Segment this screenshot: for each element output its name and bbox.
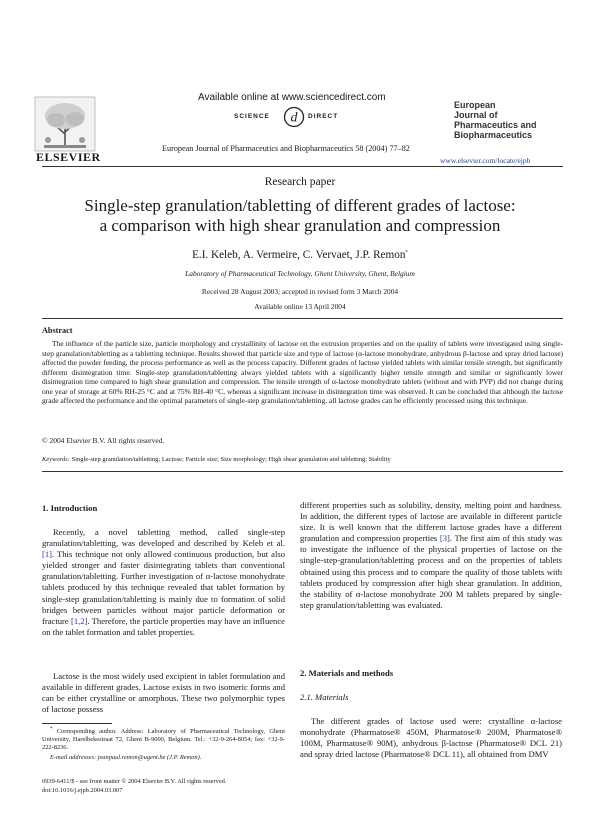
publisher-name: ELSEVIER xyxy=(36,150,101,164)
article-title xyxy=(0,196,600,235)
received-dates: Received 28 August 2003; accepted in revised form 3 March 2004 xyxy=(201,287,399,296)
journal-citation: European Journal of Pharmaceutics and Biopharmaceutics 58 (2004) 77–82 xyxy=(162,144,410,153)
sciencedirect-at-icon xyxy=(282,106,306,128)
sciencedirect-right-word: DIRECT xyxy=(308,113,339,120)
online-date: Available online 13 April 2004 xyxy=(254,302,346,311)
journal-title-line: Pharmaceutics and xyxy=(454,120,537,130)
journal-title-line: Biopharmaceutics xyxy=(454,130,533,140)
reference-link[interactable]: [1,2] xyxy=(70,615,88,626)
reference-link[interactable]: [1] xyxy=(42,549,53,560)
methods-heading: 2. Materials and methods xyxy=(300,668,394,678)
reference-link[interactable]: [3] xyxy=(439,533,450,544)
header-divider xyxy=(42,166,563,167)
article-type: Research paper xyxy=(264,176,336,188)
svg-text:d: d xyxy=(290,110,298,126)
abstract-copyright: © 2004 Elsevier B.V. All rights reserved. xyxy=(42,436,165,445)
intro-text: . This technique not only allowed continuous production, but also yielded stronger and faster disintegrating tablets than conventional granulation/tabletting. Further investigation of α-lactose monohydrate tablets produced by this technique revealed that tablet formation by single-step granulation/tabletting is mainly due to formation of solid bridges between particles without major particle deformation or fracture xyxy=(42,549,285,626)
journal-title-line: Journal of xyxy=(454,110,498,120)
introduction-heading: 1. Introduction xyxy=(42,503,98,513)
footnote-text: Corresponding author. Address: Laboratory of Pharmaceutical Technology, Ghent University, Harelbekestraat 72, Ghent B-9000, Belgium. Tel.: +32-9-264-8054; fax: +32-9-222-8236. xyxy=(42,728,285,752)
keywords-list: Single-step granulation/tabletting; Lactose; Particle size; Size morphology; High shear granulation and tabletting; Stability xyxy=(71,456,391,463)
footnote-mark: * xyxy=(50,726,53,732)
footnote-divider xyxy=(42,723,112,724)
journal-url-link[interactable]: www.elsevier.com/locate/ejpb xyxy=(440,156,531,165)
corresponding-author-footnote xyxy=(42,728,285,753)
sciencedirect-availability[interactable]: Available online at www.sciencedirect.com xyxy=(198,92,386,103)
author-list xyxy=(0,249,600,261)
abstract-body: The influence of the particle size, particle morphology and crystallinity of lactose on the extrusion properties and on the quality of tablets were investigated using single-step granulation/tabletting as a tabletting technique. Results showed that particle size and type of lactose (α-lactose monohydrate, anhydrous β-lactose and spray dried lactose) affected the powder feeding, the process performance as well as the process capacity. Different grades of lactose yielded tablets with similar tensile strength, but significantly different disintegration time. Single-step granulation/tabletting always yielded tablets with a significantly higher tensile strength and similar or significantly lower disintegration time compared to high shear granulation and compression. The tensile strength of α-lactose monohydrate tablets (without and with PVP) did not change during one year of storage at 60% RH-25 °C and at 75% RH-40 °C, whereas a significant increase in disintegration time was observed. It can be concluded that although the lactose grade affected the performance and the optimal parameters of single-step granulation/tabletting, all lactose grades can be efficiently processed using this technique. xyxy=(42,339,563,406)
right-text: . The first aim of this study was to investigate the influence of the physical properties of lactose on the single-step-granulation/tabletting process and on the properties of tablets obtained using this process and to compare the quality of those tablets with tablets produced by compression after high shear granulation. In addition, the stability of α-lactose monohydrate 200 M tablets prepared by single-step granulation/tabletting was evaluated. xyxy=(300,533,562,610)
elsevier-tree-logo xyxy=(34,96,96,152)
email-text[interactable]: E-mail addresses: jeanpaul.remon@ugent.be (J.P. Remon). xyxy=(50,754,202,761)
doi-line[interactable]: doi:10.1016/j.ejpb.2004.03.007 xyxy=(42,787,123,794)
article-title-line: Single-step granulation/tabletting of different grades of lactose: xyxy=(84,196,516,215)
introduction-paragraph-1 xyxy=(42,527,285,638)
keywords xyxy=(42,456,563,463)
journal-title-line: European xyxy=(454,100,496,110)
email-line xyxy=(50,754,285,762)
sciencedirect-logo xyxy=(212,106,372,128)
right-paragraph-1 xyxy=(300,500,562,611)
affiliation: Laboratory of Pharmaceutical Technology, Ghent University, Ghent, Belgium xyxy=(185,269,415,278)
authors-text: E.I. Keleb, A. Vermeire, C. Vervaet, J.P. Remon xyxy=(192,249,406,261)
introduction-paragraph-2: Lactose is the most widely used excipient in tablet formulation and available in different grades. Lactose exists in two isomeric forms and can be either crystalline or amorphous. These two polymorphic types of lactose possess xyxy=(42,671,285,715)
abstract-top-divider xyxy=(42,318,563,319)
materials-paragraph: The different grades of lactose used were: crystalline α-lactose monohydrate (Pharmatose® 450M, Pharmatose® 200M, Pharmatose® 100M, Pharmatose® 90M), anhydrous β-lactose (Pharmatose® DCL 21) and spray dried lactose (Pharmatose® DCL 11), all obtained from DMV xyxy=(300,716,562,760)
corresponding-author-mark[interactable]: * xyxy=(405,250,408,256)
abstract-bottom-divider xyxy=(42,471,563,472)
intro-text: . Therefore, the particle properties may have an influence on the tablet formation and tablet properties. xyxy=(42,615,285,637)
issn-line: 0939-6411/$ - see front matter © 2004 Elsevier B.V. All rights reserved. xyxy=(42,778,227,785)
sciencedirect-left-word: SCIENCE xyxy=(234,113,270,120)
article-title-line: a comparison with high shear granulation and compression xyxy=(99,215,501,235)
intro-text: Recently, a novel tabletting method, called single-step granulation/tabletting, was developed and described by Keleb et al. xyxy=(42,527,285,549)
keywords-label: Keywords: xyxy=(42,456,70,463)
journal-title xyxy=(454,100,537,140)
right-text: different properties such as solubility, density, melting point and hardness. In addition, the different types of lactose are available in different particle size. It is well known that the different lactose grades have a different granulation and compression properties xyxy=(300,500,562,544)
abstract-heading: Abstract xyxy=(42,326,73,335)
materials-heading: 2.1. Materials xyxy=(300,692,349,702)
